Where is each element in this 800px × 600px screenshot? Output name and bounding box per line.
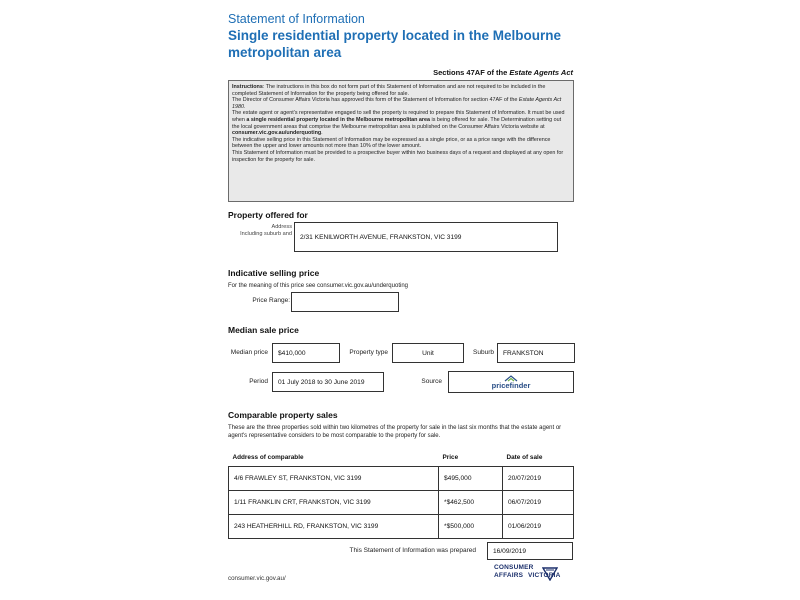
instructions-text-2: The Director of Consumer Affairs Victoria has approved this form of the Statement of Information for section 47AF of the [232, 97, 519, 104]
instructions-text-1: : The instructions in this box do not form part of this Statement of Information and are not required to be included in the completed Statement of Information for the property being offered for sale. [232, 84, 546, 97]
comparable-date-cell[interactable]: 20/07/2019 [503, 467, 574, 491]
source-field [448, 371, 574, 393]
footer-website-link[interactable]: consumer.vic.gov.au/ [228, 575, 286, 582]
indicative-heading: Indicative selling price [228, 268, 320, 278]
victoria-triangle-icon [542, 567, 558, 581]
comparable-address-cell[interactable]: 243 HEATHERHILL RD, FRANKSTON, VIC 3199 [229, 515, 439, 539]
comparables-table [228, 451, 574, 539]
comparable-price-cell[interactable]: *$462,500 [439, 491, 503, 515]
cav-logo-line-1: CONSUMER [494, 564, 534, 571]
instructions-box [228, 80, 574, 202]
comparables-heading: Comparable property sales [228, 410, 338, 420]
indicative-note: For the meaning of this price see consumer.vic.gov.au/underquoting [228, 283, 408, 289]
instructions-paragraph-4: The indicative selling price in this Statement of Information may be expressed as a single price, or as a price range with the difference between the upper and lower amounts not more than 10% of the lower amount. [232, 136, 551, 150]
property-heading: Property offered for [228, 210, 308, 220]
section-reference-prefix: Sections 47AF of the [433, 68, 510, 77]
period-label: Period [249, 378, 268, 385]
instructions-text-2-end: . [244, 103, 246, 110]
instructions-underquoting-link[interactable]: consumer.vic.gov.au/underquoting [232, 130, 322, 137]
instructions-text-3-end: . [321, 130, 323, 137]
column-header-price: Price [439, 451, 503, 467]
comparable-date-cell[interactable]: 01/06/2019 [503, 515, 574, 539]
consumer-affairs-victoria-logo [488, 561, 584, 585]
price-range-label: Price Range: [252, 297, 290, 304]
instructions-paragraph-2 [232, 97, 570, 110]
suburb-field[interactable]: FRANKSTON [497, 343, 575, 363]
instructions-label: Instructions [232, 84, 263, 90]
address-label-line-2: Including suburb and [240, 231, 292, 237]
instructions-paragraph-5: This Statement of Information must be provided to a prospective buyer within two business days of a request and displayed at any open for inspection for the property for sale. [232, 149, 564, 163]
comparable-price-cell[interactable]: $495,000 [439, 467, 503, 491]
period-field[interactable]: 01 July 2018 to 30 June 2019 [272, 372, 384, 392]
pricefinder-logo-text: pricefinder [491, 380, 531, 390]
document-title: Single residential property located in the Melbourne metropolitan area [228, 28, 562, 60]
prepared-date-field[interactable]: 16/09/2019 [487, 542, 573, 560]
address-label-line-1: Address [271, 224, 292, 230]
section-reference-act: Estate Agents Act [509, 68, 573, 77]
comparables-header-row [229, 451, 574, 467]
document-kicker: Statement of Information [228, 12, 365, 26]
comparable-price-cell[interactable]: *$500,000 [439, 515, 503, 539]
property-type-label: Property type [349, 349, 388, 356]
comparable-address-cell[interactable]: 1/11 FRANKLIN CRT, FRANKSTON, VIC 3199 [229, 491, 439, 515]
instructions-paragraph-1 [232, 84, 570, 97]
column-header-date: Date of sale [503, 451, 574, 467]
comparable-address-cell[interactable]: 4/6 FRAWLEY ST, FRANKSTON, VIC 3199 [229, 467, 439, 491]
prepared-label: This Statement of Information was prepared [349, 547, 476, 554]
cav-logo-line-2: AFFAIRS [494, 572, 524, 579]
median-price-field[interactable]: $410,000 [272, 343, 340, 363]
table-row [229, 515, 574, 539]
suburb-label: Suburb [473, 349, 494, 356]
address-label [228, 224, 292, 238]
median-heading: Median sale price [228, 325, 299, 335]
column-header-address: Address of comparable [229, 451, 439, 467]
instructions-text-3-bold: a single residential property located in the Melbourne metropolitan area [246, 116, 431, 123]
instructions-text-3a: The estate agent or agent’s representative engaged to sell the property is required to prepare this Statement of Information. It must be used when [232, 110, 565, 123]
section-reference [433, 68, 573, 77]
address-field[interactable]: 2/31 KENILWORTH AVENUE, FRANKSTON, VIC 3199 [294, 222, 558, 252]
property-type-field[interactable]: Unit [392, 343, 464, 363]
table-row [229, 467, 574, 491]
comparables-description: These are the three properties sold within two kilometres of the property for sale in the last six months that the estate agent or agent's representative considers to be most comparable to the property for sale. [228, 425, 562, 439]
table-row [229, 491, 574, 515]
comparable-date-cell[interactable]: 06/07/2019 [503, 491, 574, 515]
pricefinder-logo [492, 375, 531, 390]
cav-logo-line-3: VICTORIA [528, 572, 561, 579]
median-price-label: Median price [230, 349, 268, 356]
instructions-paragraph-3 [232, 110, 570, 136]
source-label: Source [421, 378, 442, 385]
price-range-field[interactable] [291, 292, 399, 312]
instructions-text-3b: is being offered for sale. The Determination setting out the local government areas that comprise the Melbourne metropolitan area is published on the Consumer Affairs Victoria website at [232, 116, 562, 130]
instructions-act-name: Estate Agents Act 1980 [232, 97, 562, 110]
